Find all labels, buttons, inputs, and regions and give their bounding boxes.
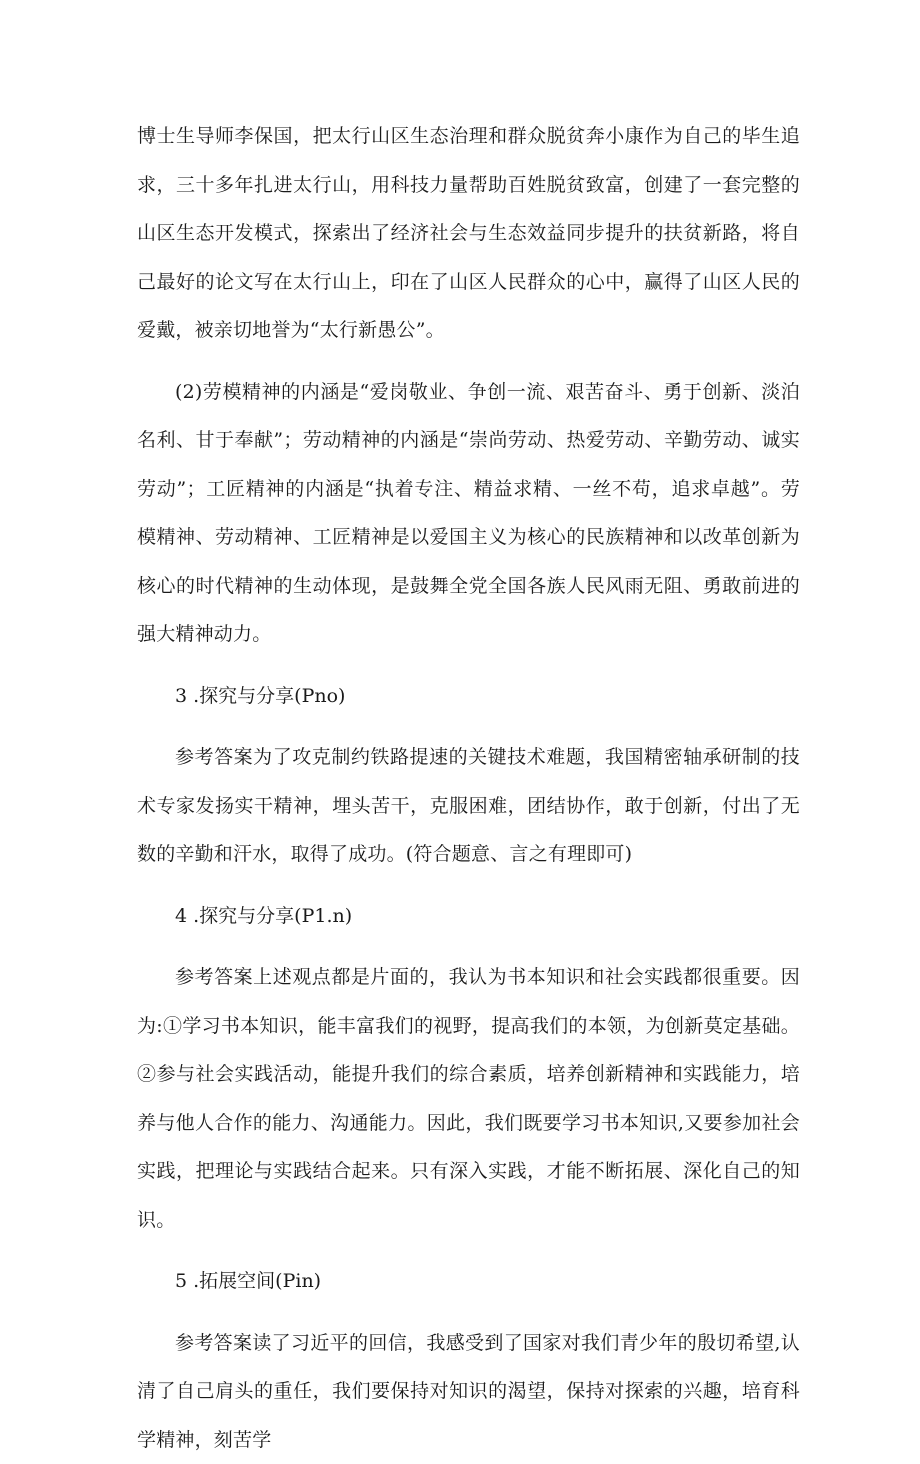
section-heading-3: 3 .探究与分享(Pno) — [137, 672, 800, 721]
paragraph-answer-4: 参考答案上述观点都是片面的，我认为书本知识和社会实践都很重要。因为:①学习书本知识，能丰富我们的视野，提高我们的本领，为创新莫定基础。②参与社会实践活动，能提升我们的综合素质，培养创新精神和实践能力，培养与他人合作的能力、沟通能力。因此，我们既要学习书本知识,又要参加社会实践，把理论与实践结合起来。只有深入实践，才能不断拓展、深化自己的知识。 — [137, 953, 800, 1244]
section-heading-4: 4 .探究与分享(P1.n) — [137, 892, 800, 941]
paragraph-li-baoguo: 博士生导师李保国，把太行山区生态治理和群众脱贫奔小康作为自己的毕生追求，三十多年扎进太行山，用科技力量帮助百姓脱贫致富，创建了一套完整的山区生态开发模式，探索出了经济社会与生态效益同步提升的扶贫新路，将自己最好的论文写在太行山上，印在了山区人民群众的心中，赢得了山区人民的爱戴，被亲切地誉为“太行新愚公”。 — [137, 112, 800, 355]
paragraph-answer-5: 参考答案读了习近平的回信，我感受到了国家对我们青少年的殷切希望,认清了自己肩头的重任，我们要保持对知识的渴望，保持对探索的兴趣，培育科学精神，刻苦学 — [137, 1319, 800, 1464]
paragraph-answer-3: 参考答案为了攻克制约铁路提速的关键技术难题，我国精密轴承研制的技术专家发扬实干精神，埋头苦干，克服困难，团结协作，敢于创新，付出了无数的辛勤和汗水，取得了成功。(符合题意、言之有理即可) — [137, 733, 800, 879]
paragraph-labor-spirit: (2)劳模精神的内涵是“爱岗敬业、争创一流、艰苦奋斗、勇于创新、淡泊名利、甘于奉献”；劳动精神的内涵是“崇尚劳动、热爱劳动、辛勤劳动、诚实劳动”；工匠精神的内涵是“执着专注、精益求精、一丝不苟，追求卓越”。劳模精神、劳动精神、工匠精神是以爱国主义为核心的民族精神和以改革创新为核心的时代精神的生动体现，是鼓舞全党全国各族人民风雨无阻、勇敢前进的强大精神动力。 — [137, 368, 800, 659]
section-heading-5: 5 .拓展空间(Pin) — [137, 1257, 800, 1306]
